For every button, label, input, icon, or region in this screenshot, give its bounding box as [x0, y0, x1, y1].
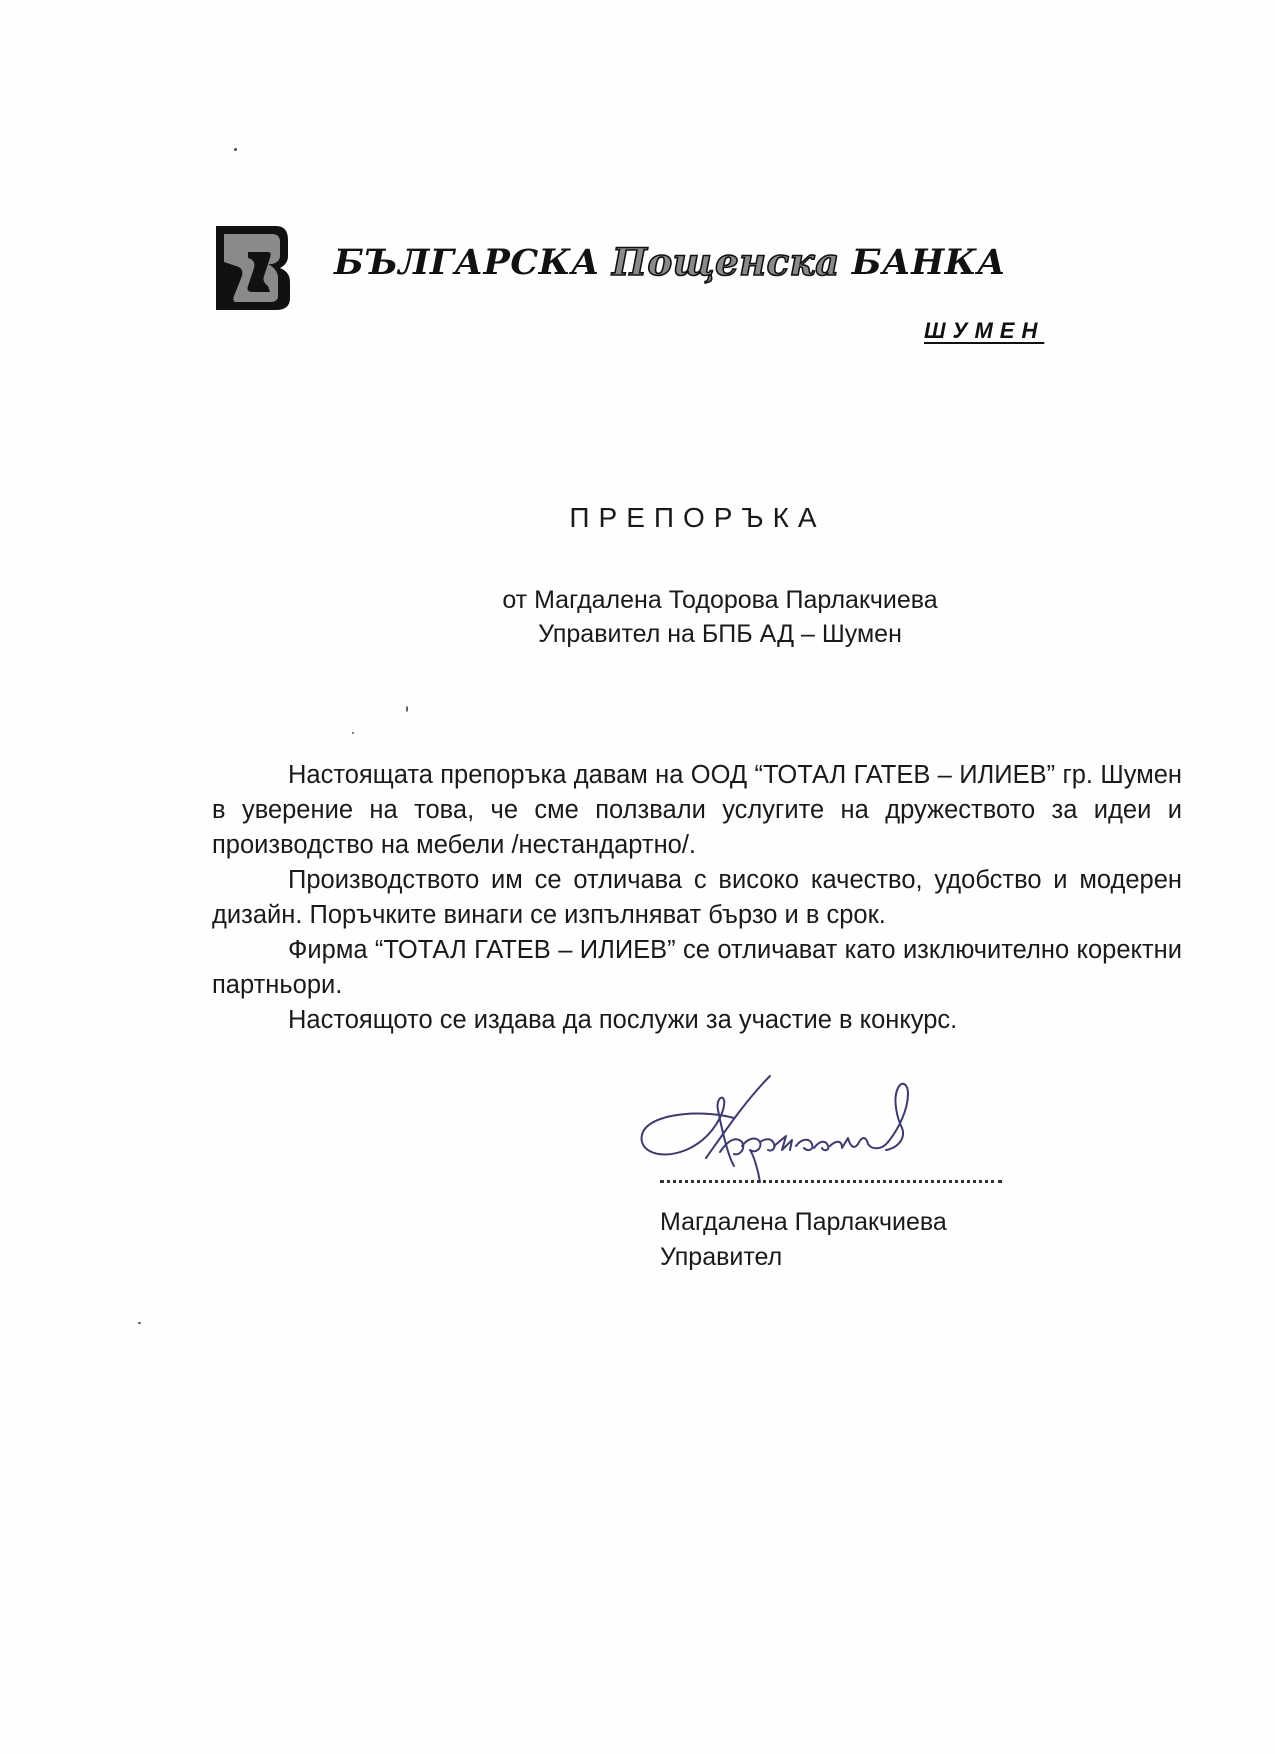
signer-role: Управител — [660, 1243, 783, 1271]
scan-speck — [352, 732, 354, 734]
author-position: Управител на БПБ АД – Шумен — [538, 620, 902, 648]
scan-speck — [138, 1322, 141, 1324]
author-line: от Магдалена Тодорова Парлакчиева — [502, 586, 938, 614]
bank-name-part2: Пощенска — [612, 240, 840, 284]
body-paragraph: Настоящата препоръка давам на ООД “ТОТАЛ ГАТЕВ – ИЛИЕВ” гр. Шумен в уверение на това, че сме ползвали услугите на дружеството за идеи и производство на мебели /нестандартно/. — [212, 761, 1182, 859]
body-paragraph: Фирма “ТОТАЛ ГАТЕВ – ИЛИЕВ” се отличават като изключително коректни партньори. — [212, 936, 1182, 999]
signature-line — [660, 1180, 1002, 1183]
document-title: ПРЕПОРЪКА — [569, 502, 826, 533]
bank-logo-icon — [212, 222, 292, 312]
bank-name-part1: БЪЛГАРСКА — [334, 241, 601, 283]
signer-name: Магдалена Парлакчиева — [660, 1208, 947, 1236]
bank-name-part3: БАНКА — [851, 241, 1007, 283]
bank-name — [334, 237, 1006, 287]
scan-speck — [406, 706, 408, 712]
body-paragraph: Производството им се отличава с високо качество, удобство и модерен дизайн. Поръчките винаги се изпълняват бързо и в срок. — [212, 866, 1182, 929]
body-paragraph: Настоящото се издава да послужи за участие в конкурс. — [288, 1006, 958, 1034]
letterhead-city: ШУМЕН — [924, 318, 1045, 343]
letter-body — [212, 758, 1182, 1038]
scan-speck — [234, 148, 237, 151]
